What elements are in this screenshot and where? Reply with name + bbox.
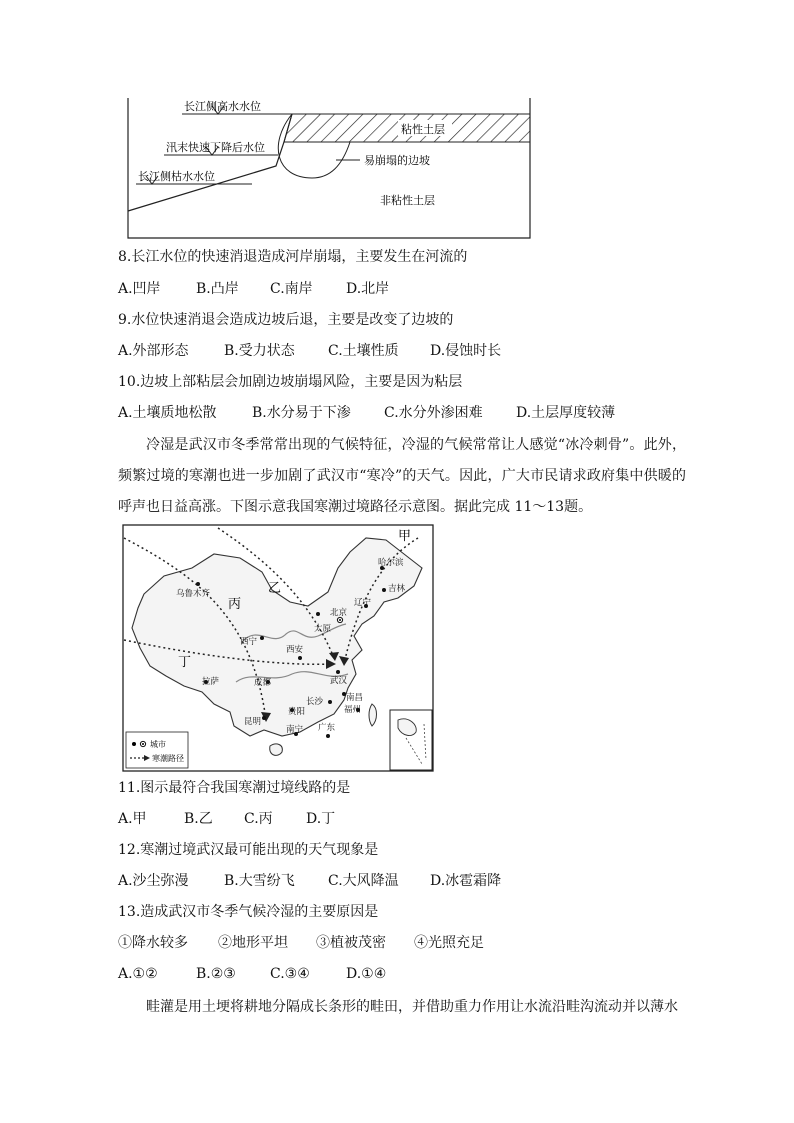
- collapse-slope-label: 易崩塌的边坡: [364, 154, 430, 167]
- city-haerbin: 哈尔滨: [378, 558, 404, 568]
- city-lhasa: 拉萨: [202, 677, 220, 687]
- option-a[interactable]: A.土壤质地松散: [118, 405, 217, 421]
- passage-cold-wet: 冷湿是武汉市冬季常常出现的气候特征，冷湿的气候常常让人感觉“冰冷刺骨”。此外，频繁过境的寒潮也进一步加剧了武汉市“寒冷”的天气。因此，广大市民请求政府集中供暖的呼声也日益高涨。下图示意我国寒潮过境路径示意图。据此完成 11～13题。: [118, 437, 686, 515]
- city-xining: 西宁: [240, 637, 258, 647]
- question-12: 12.寒潮过境武汉最可能出现的天气现象是: [118, 842, 379, 858]
- nonclay-layer-label: 非粘性土层: [380, 194, 435, 207]
- city-guangdong: 广东: [318, 723, 336, 733]
- option-d[interactable]: D.①④: [346, 966, 387, 982]
- city-kunming: 昆明: [244, 717, 262, 727]
- route-yi-label: 乙: [268, 581, 282, 596]
- option-c[interactable]: C.土壤性质: [328, 343, 399, 359]
- option-a[interactable]: A.外部形态: [118, 343, 189, 359]
- option-d[interactable]: D.北岸: [346, 281, 390, 297]
- post-flood-label: 汛末快速下降后水位: [166, 141, 265, 154]
- cold-wave-route-map: [122, 524, 434, 772]
- option-d[interactable]: D.土层厚度较薄: [516, 405, 616, 421]
- option-c[interactable]: C.丙: [244, 811, 273, 827]
- question-11: 11.图示最符合我国寒潮过境线路的是: [118, 780, 351, 796]
- low-water-label: 长江侧枯水水位: [138, 170, 215, 183]
- city-nanning: 南宁: [286, 725, 304, 735]
- city-xian: 西安: [286, 645, 304, 655]
- bank-cross-section-figure: [126, 96, 532, 242]
- option-a[interactable]: A.甲: [118, 811, 147, 827]
- statement-4: ④光照充足: [414, 935, 484, 951]
- city-fuzhou: 福州: [344, 705, 362, 715]
- route-bing-label: 丙: [228, 597, 242, 612]
- option-b[interactable]: B.大雪纷飞: [224, 873, 295, 889]
- option-b[interactable]: B.②③: [196, 966, 236, 982]
- city-changsha: 长沙: [306, 697, 324, 707]
- city-nanchang: 南昌: [346, 693, 364, 703]
- statement-3: ③植被茂密: [316, 935, 386, 951]
- city-guiyang: 贵阳: [288, 707, 306, 717]
- route-ding-label: 丁: [178, 655, 192, 670]
- option-d[interactable]: D.丁: [306, 811, 336, 827]
- option-a[interactable]: A.①②: [118, 966, 158, 982]
- option-d[interactable]: D.侵蚀时长: [430, 343, 502, 359]
- route-jia-label: 甲: [398, 529, 412, 544]
- option-b[interactable]: B.受力状态: [224, 343, 295, 359]
- high-water-label: 长江侧高水水位: [184, 100, 261, 113]
- option-b[interactable]: B.水分易于下渗: [252, 405, 351, 421]
- option-c[interactable]: C.③④: [270, 966, 310, 982]
- question-9: 9.水位快速消退会造成边坡后退，主要是改变了边坡的: [118, 312, 454, 328]
- city-chengdu: 成都: [254, 678, 272, 688]
- legend-route: 寒潮路径: [152, 754, 184, 763]
- city-beijing: 北京: [330, 608, 348, 618]
- option-a[interactable]: A.沙尘弥漫: [118, 873, 189, 889]
- passage-border-irrigation: 畦灌是用土埂将耕地分隔成长条形的畦田，并借助重力作用让水流沿畦沟流动并以薄水: [146, 999, 678, 1015]
- option-c[interactable]: C.南岸: [270, 281, 313, 297]
- city-jilin: 吉林: [388, 584, 406, 594]
- city-wuhan: 武汉: [330, 676, 348, 686]
- statement-2: ②地形平坦: [218, 935, 288, 951]
- city-urumqi: 乌鲁木齐: [176, 589, 211, 599]
- legend-city: 城市: [150, 740, 166, 749]
- question-10: 10.边坡上部粘层会加剧边坡崩塌风险，主要是因为粘层: [118, 374, 463, 390]
- option-b[interactable]: B.凸岸: [196, 281, 239, 297]
- city-taiyuan: 太原: [314, 624, 332, 634]
- option-d[interactable]: D.冰雹霜降: [430, 873, 502, 889]
- city-liaoning: 辽宁: [354, 598, 372, 608]
- question-8: 8.长江水位的快速消退造成河岸崩塌，主要发生在河流的: [118, 249, 468, 265]
- option-c[interactable]: C.大风降温: [328, 873, 399, 889]
- option-b[interactable]: B.乙: [184, 811, 213, 827]
- clay-layer-label: 粘性土层: [401, 123, 445, 136]
- statement-1: ①降水较多: [118, 935, 188, 951]
- option-c[interactable]: C.水分外渗困难: [384, 405, 483, 421]
- option-a[interactable]: A.凹岸: [118, 281, 161, 297]
- question-13: 13.造成武汉市冬季气候冷湿的主要原因是: [118, 904, 379, 920]
